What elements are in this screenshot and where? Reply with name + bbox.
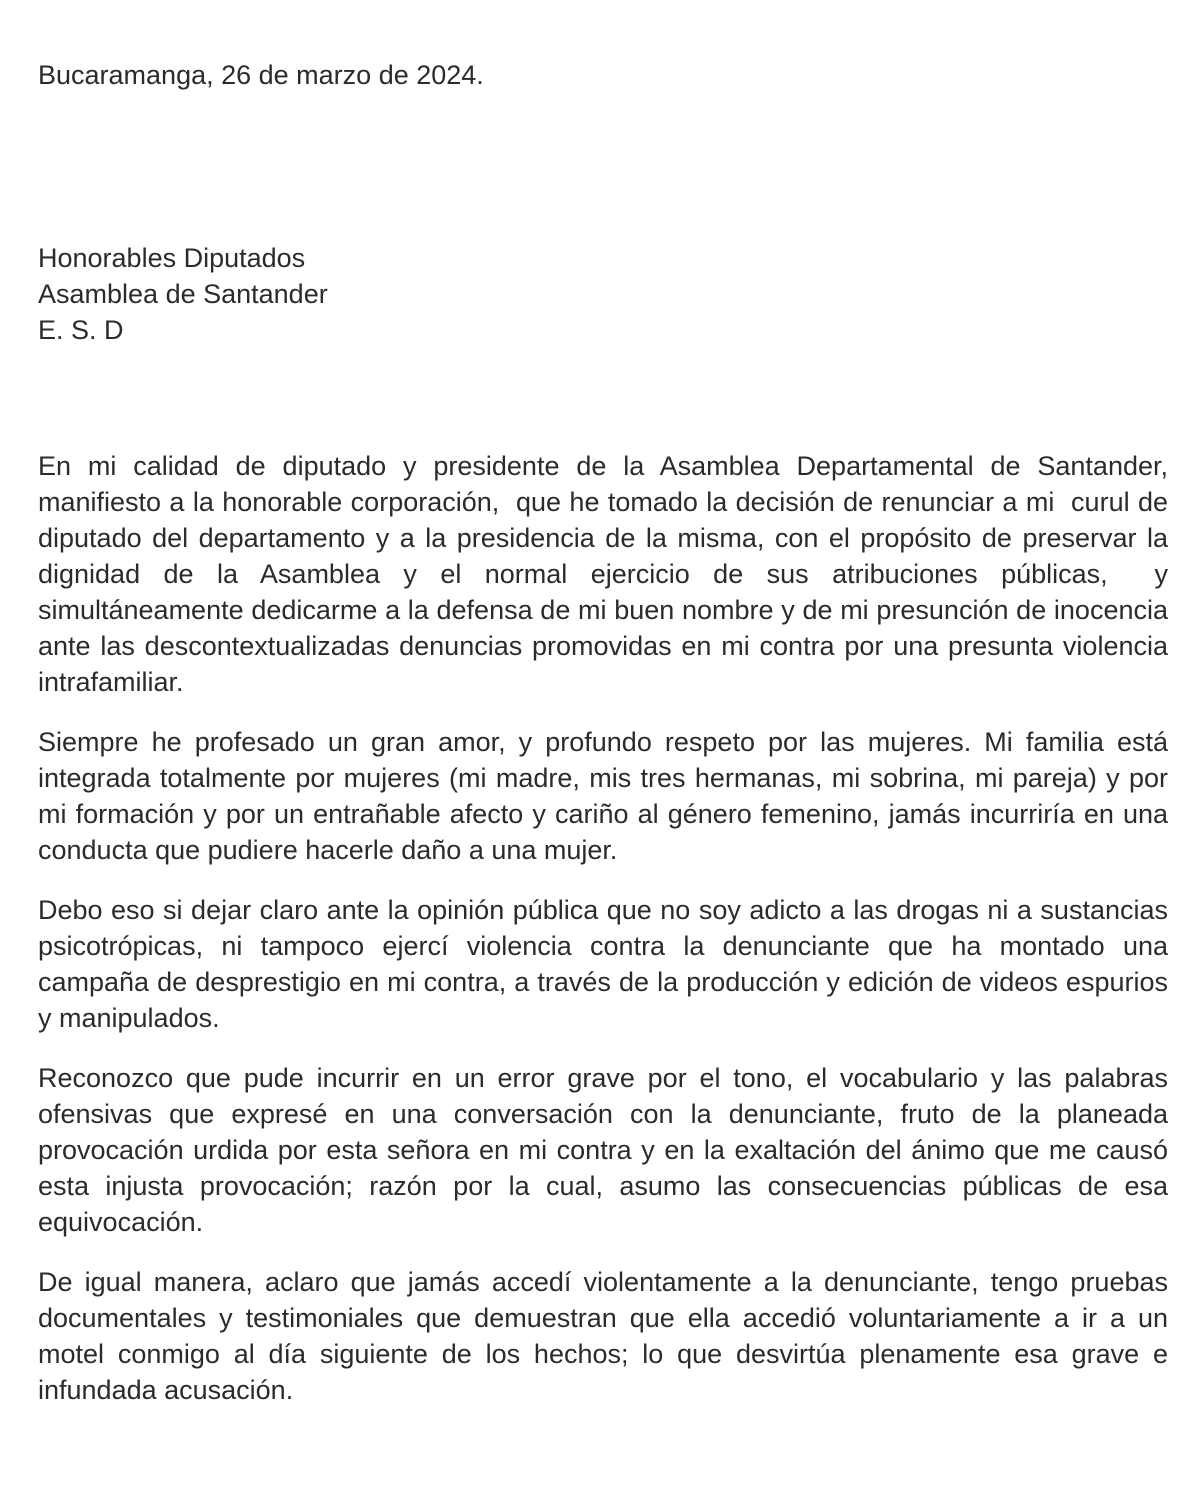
recipient-line-organization: Asamblea de Santander [38,279,328,309]
body-paragraph-1: En mi calidad de diputado y presidente de la Asamblea Departamental de Santander, manifiesto a la honorable corporación, que he tomado la decisión de renunciar a mi curul de diputado del departamento y a la presidencia de la misma, con el propósito de preservar la dignidad de la Asamblea y el normal ejercicio de sus atribuciones públicas, y simultáneamente dedicarme a la defensa de mi buen nombre y de mi presunción de inocencia ante las descontextualizadas denuncias promovidas en mi contra por una presunta violencia intrafamiliar. [38,451,1176,697]
body-paragraph-2: Siempre he profesado un gran amor, y profundo respeto por las mujeres. Mi familia está integrada totalmente por mujeres (mi madre, mis tres hermanas, mi sobrina, mi pareja) y por mi formación y por un entrañable afecto y cariño al género femenino, jamás incurriría en una conducta que pudiere hacerle daño a una mujer. [38,727,1176,865]
body-paragraph-4: Reconozco que pude incurrir en un error grave por el tono, el vocabulario y las palabras ofensivas que expresé en una conversación con la denunciante, fruto de la planeada provocación urdida por esta señora en mi contra y en la exaltación del ánimo que me causó esta injusta provocación; razón por la cual, asumo las consecuencias públicas de esa equivocación. [38,1063,1176,1237]
recipient-line-esd: E. S. D [38,315,124,345]
date-line: Bucaramanga, 26 de marzo de 2024. [38,60,484,90]
recipient-line-addressee: Honorables Diputados [38,243,306,273]
letter-body [38,448,1176,1408]
body-paragraph-5: De igual manera, aclaro que jamás accedí violentamente a la denunciante, tengo pruebas documentales y testimoniales que demuestran que ella accedió voluntariamente a ir a un motel conmigo al día siguiente de los hechos; lo que desvirtúa plenamente esa grave e infundada acusación. [38,1267,1176,1405]
recipient-block [38,240,328,348]
body-paragraph-3: Debo eso si dejar claro ante la opinión pública que no soy adicto a las drogas ni a sustancias psicotrópicas, ni tampoco ejercí violencia contra la denunciante que ha montado una campaña de desprestigio en mi contra, a través de la producción y edición de videos espurios y manipulados. [38,895,1176,1033]
